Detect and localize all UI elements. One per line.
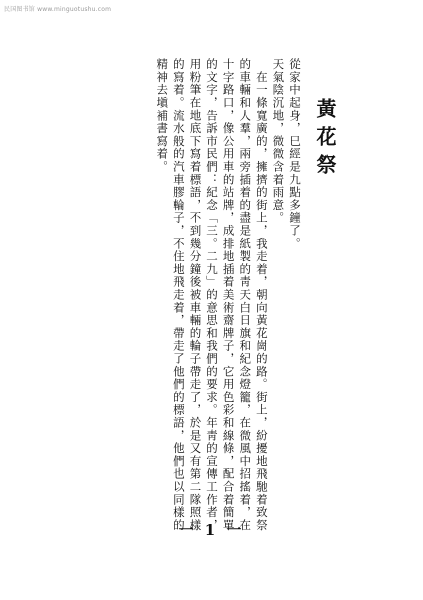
paragraph-2: 天氣陰沉地，微微含着雨意。 xyxy=(271,58,286,225)
watermark: 民国图书馆 www.minguotushu.com xyxy=(4,6,112,13)
page-number: 一 1 一 xyxy=(178,521,245,539)
paragraph-1: 從家中起身，巳經是九點多鐘了。 xyxy=(288,58,302,250)
document-page xyxy=(86,58,336,540)
document-title: 黃花祭 xyxy=(313,98,337,182)
paragraph-3: 在一條寬廣的，擁擠的街上，我走着，朝向黃花崗的路。街上，紛擾地飛馳着致祭的車輛和人羣，兩旁插着的盡是紙製的靑天白日旗和紀念燈籠，在微風中招搖着，在十字路口，像公用車的站牌，成排地插着美術齋牌子，它用色彩和線條，配合着簡單的文字，告訴市民們：紀念「三。二九」的意思和我們的要求。年靑的宣傳工作者，用粉筆在地底下寫着標語，不到幾分鐘後被車輛的輪子帶走了，於是又有第二隊照樣的寫着。流水般的汽車膠輪子，不住地飛走着，帶走了他們的標語，他們也以同樣的精神去塡補書寫着。 xyxy=(155,58,269,532)
body-text xyxy=(154,58,303,540)
